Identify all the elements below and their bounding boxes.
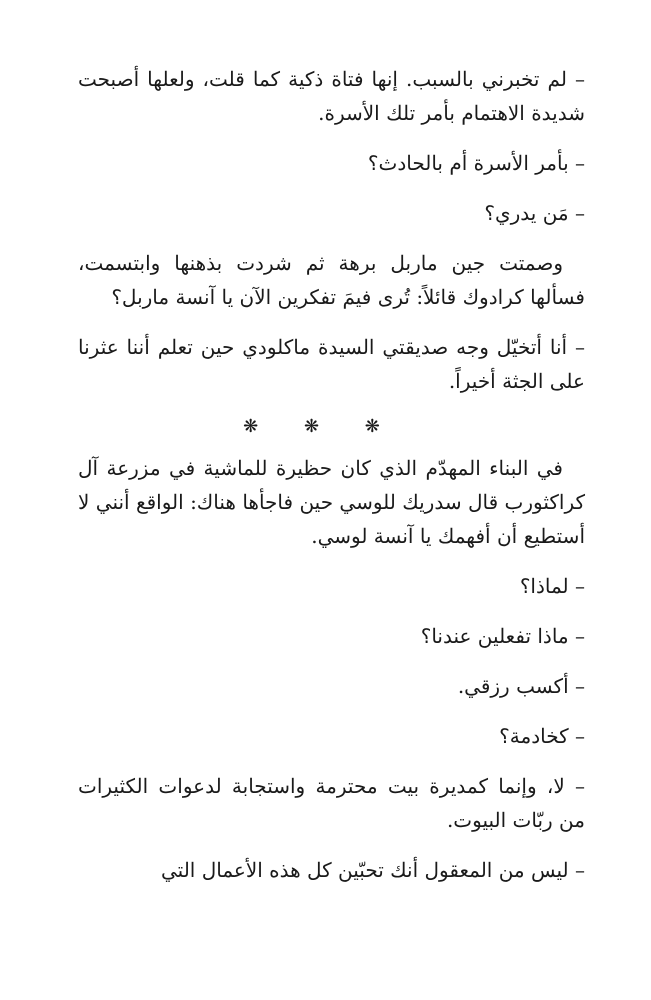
- section-divider: ❋ ❋ ❋: [243, 416, 400, 437]
- dialogue-paragraph: – أكسب رزقي.: [457, 674, 585, 698]
- dialogue-paragraph: – لا، وإنما كمديرة بيت محترمة واستجابة لدعوات الكثيرات من ربّات البيوت.: [78, 774, 585, 832]
- dialogue-paragraph: – مَن يدري؟: [484, 201, 585, 225]
- book-page: [78, 62, 585, 887]
- narrative-paragraph: في البناء المهدّم الذي كان حظيرة للماشية في مزرعة آل كراكثورب قال سدريك للوسي حين فاجأها هناك: الواقع أنني لا أستطيع أن أفهمك يا آنسة لوسي.: [78, 456, 585, 548]
- narrative-paragraph: وصمتت جين ماربل برهة ثم شردت بذهنها وابتسمت، فسألها كرادوك قائلاً: تُرى فيمَ تفكرين الآن يا آنسة ماربل؟: [78, 251, 585, 309]
- dialogue-paragraph: – لم تخبرني بالسبب. إنها فتاة ذكية كما قلت، ولعلها أصبحت شديدة الاهتمام بأمر تلك الأسرة.: [78, 67, 585, 125]
- dialogue-paragraph: – بأمر الأسرة أم بالحادث؟: [367, 151, 585, 175]
- dialogue-paragraph: – أنا أتخيّل وجه صديقتي السيدة ماكلودي حين تعلم أننا عثرنا على الجثة أخيراً.: [78, 335, 585, 393]
- dialogue-paragraph: – ليس من المعقول أنك تحبّين كل هذه الأعمال التي: [160, 858, 585, 882]
- dialogue-paragraph: – ماذا تفعلين عندنا؟: [420, 624, 585, 648]
- dialogue-paragraph: – كخادمة؟: [499, 724, 585, 748]
- dialogue-paragraph: – لماذا؟: [519, 574, 585, 598]
